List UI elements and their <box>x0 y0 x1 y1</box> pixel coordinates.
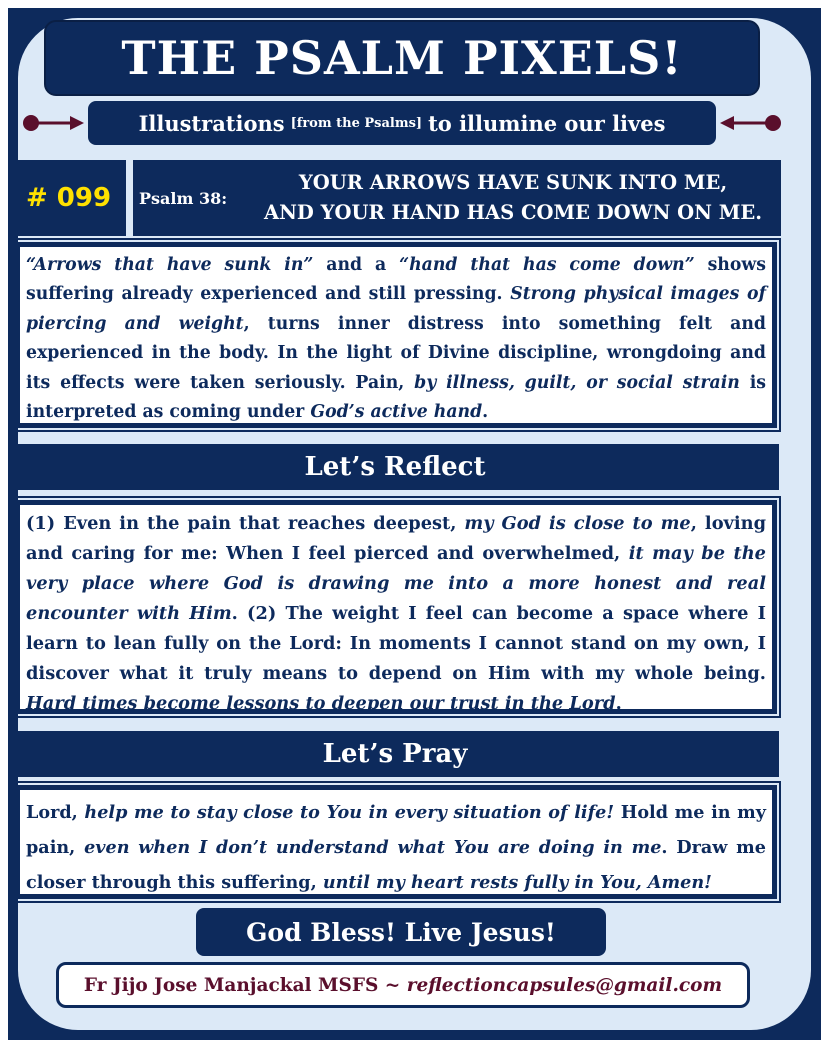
arrow-right-icon <box>22 112 84 134</box>
reflect-panel <box>15 500 777 714</box>
reflect-text <box>26 509 766 719</box>
pray-heading: Let’s Pray <box>11 731 779 777</box>
subtitle-part-3: to illumine our lives <box>428 110 666 136</box>
psalm-verse <box>249 168 781 228</box>
psalm-verse-line-2: AND YOUR HAND HAS COME DOWN ON ME. <box>263 201 763 224</box>
author-footer <box>56 962 750 1008</box>
reflection-span: by illness, guilt, or social strain <box>414 372 740 393</box>
reflection-span: is interpreted as coming under <box>26 372 766 423</box>
reflect-span: , loving and caring for me: When I feel pierced and overwhelmed, <box>26 513 766 564</box>
blessing-banner: God Bless! Live Jesus! <box>196 908 606 956</box>
pray-span: Hold me in my pain, <box>26 802 766 858</box>
reflection-span: Strong physical images of piercing and weight <box>26 284 766 334</box>
reflect-span: (1) Even in the pain that reaches deepest, <box>26 513 465 534</box>
reflection-span: “hand that has come down” <box>399 255 695 275</box>
reflection-span: shows suffering already experienced and still pressing. <box>26 255 766 305</box>
pray-span: even when I don’t understand what You are doing in me <box>84 837 662 858</box>
psalm-verse-box <box>133 160 781 236</box>
reflect-span: it may be the very place where God is drawing me into a more honest and real encounter with Him <box>26 543 766 624</box>
pray-text <box>26 795 766 900</box>
reflection-span: “Arrows that have sunk in” <box>26 255 314 275</box>
pray-span: Lord, <box>26 802 85 823</box>
reflection-text <box>26 251 766 427</box>
reflection-span: and a <box>313 255 400 275</box>
pray-span: help me to stay close to You in every situation of life! <box>84 802 615 823</box>
psalm-number: # 099 <box>25 183 112 213</box>
reflection-span: . <box>482 402 489 423</box>
reflect-span: my God is close to me <box>464 513 691 534</box>
author-name: Fr Jijo Jose Manjackal MSFS ~ <box>83 974 401 996</box>
arrow-left-icon <box>720 112 782 134</box>
subtitle-part-2: [from the Psalms] <box>290 115 423 131</box>
page-title: THE PSALM PIXELS! <box>44 20 760 96</box>
reflect-span: . (2) The weight I feel can become a space where I learn to lean fully on the Lord: In moments I cannot stand on my own, I discover what it truly means to depend on Him with my whole being. <box>26 603 766 684</box>
reflect-span: Hard times become lessons to deepen our trust in the Lord <box>26 693 616 714</box>
psalm-reference: Psalm 38: <box>139 188 228 208</box>
reflection-panel <box>15 242 777 428</box>
psalm-verse-line-1: YOUR ARROWS HAVE SUNK INTO ME, <box>298 171 728 194</box>
subtitle-banner <box>88 101 716 145</box>
psalm-number-box <box>11 160 126 236</box>
reflect-span: . <box>615 693 622 714</box>
pray-span: until my heart rests fully in You, Amen! <box>322 872 712 893</box>
pray-span: . Draw me closer through this suffering, <box>26 837 766 893</box>
reflect-heading: Let’s Reflect <box>11 444 779 490</box>
pray-panel <box>15 785 777 899</box>
subtitle-part-1: Illustrations <box>138 110 285 136</box>
reflection-span: God’s active hand <box>310 402 483 423</box>
author-email[interactable]: reflectioncapsules@gmail.com <box>406 974 723 996</box>
reflection-span: , turns inner distress into something felt and experienced in the body. In the light of Divine discipline, wrongdoing and its effects were taken seriously. Pain, <box>26 313 766 393</box>
